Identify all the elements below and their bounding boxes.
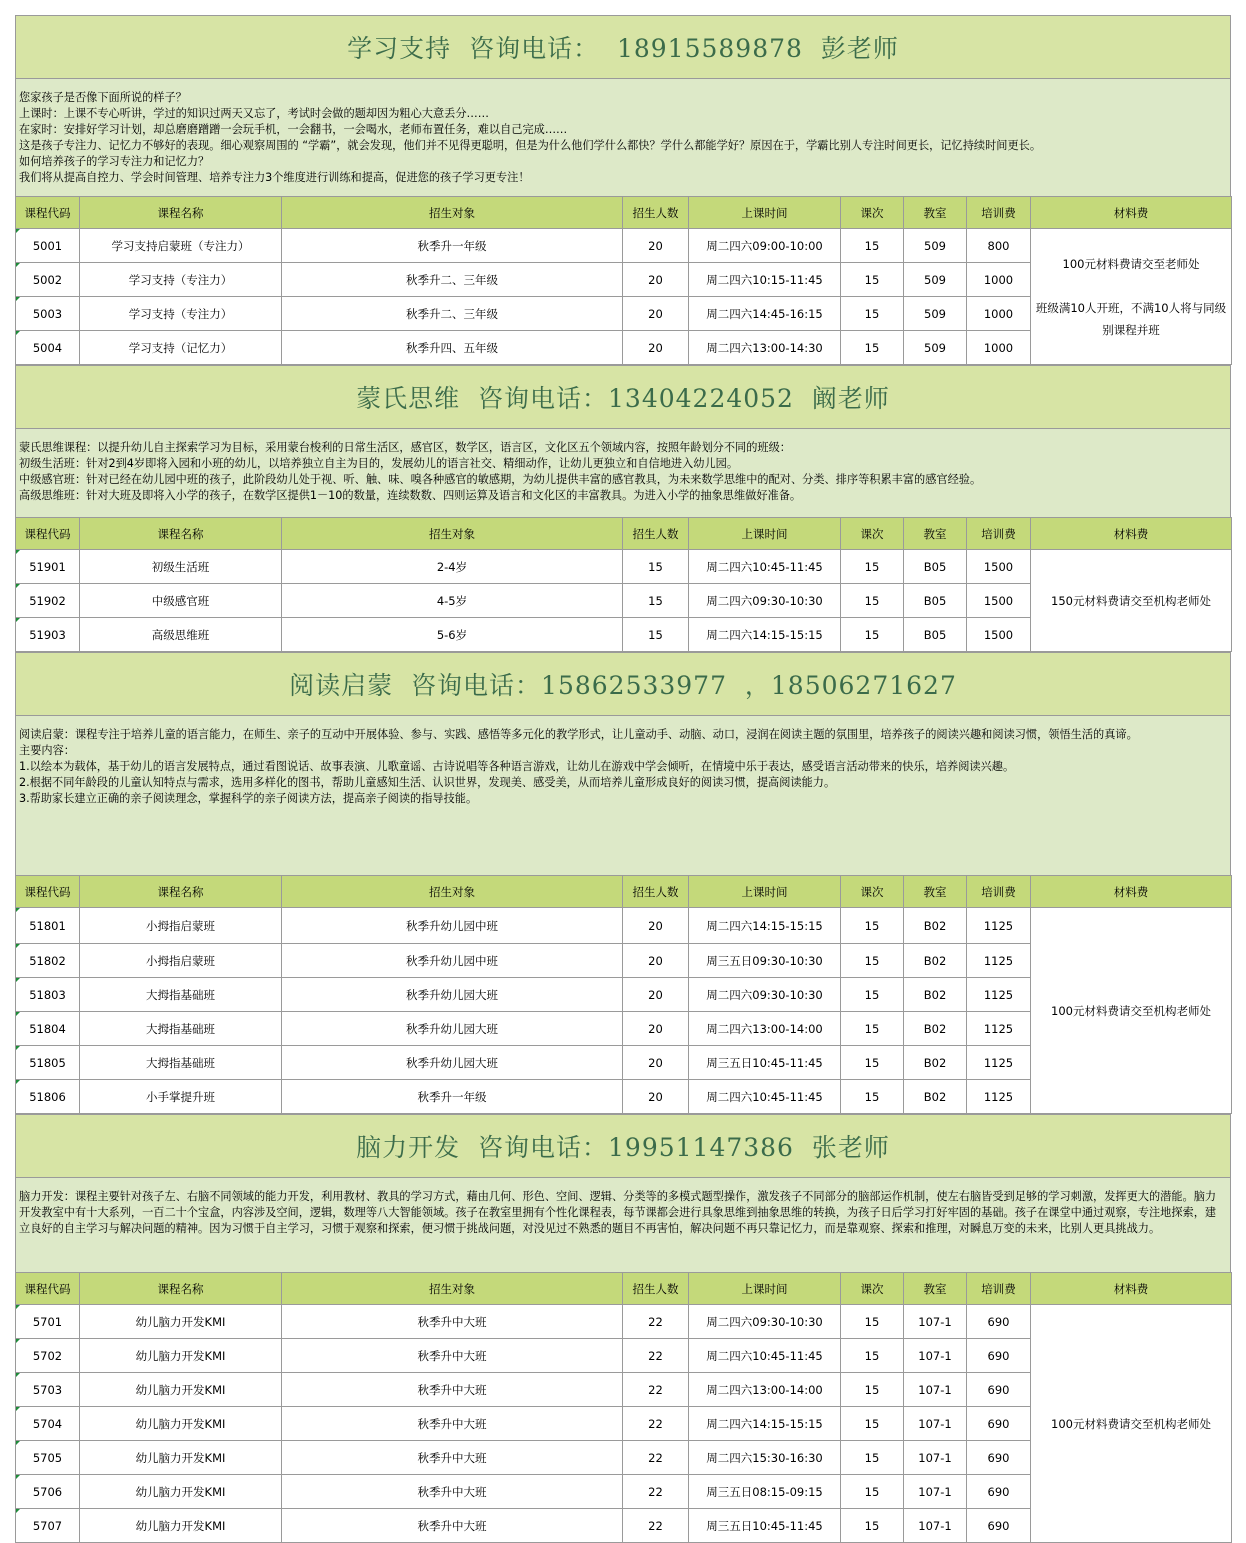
cell-target: 秋季升中大班 xyxy=(282,1373,623,1407)
column-header: 上课时间 xyxy=(689,197,841,229)
section-description xyxy=(15,428,1231,517)
cell-room: B02 xyxy=(904,978,967,1012)
cell-fee: 1000 xyxy=(967,263,1031,297)
cell-code: 5702 xyxy=(16,1339,80,1373)
description-line: 我们将从提高自控力、学会时间管理、培养专注力3个维度进行训练和提高，促进您的孩子学习更专注！ xyxy=(19,171,530,184)
cell-code: 51801 xyxy=(16,908,80,944)
cell-time: 周二四六09:00-10:00 xyxy=(689,229,841,263)
cell-fee: 1125 xyxy=(967,1080,1031,1114)
cell-time: 周二四六10:45-11:45 xyxy=(689,1080,841,1114)
cell-time: 周二四六13:00-14:00 xyxy=(689,1373,841,1407)
column-header: 课程名称 xyxy=(80,876,282,908)
cell-target: 4-5岁 xyxy=(282,584,623,618)
description-line: 在家时：安排好学习计划，却总磨磨蹭蹭一会玩手机，一会翻书，一会喝水，老师布置任务，难以自己完成…… xyxy=(19,123,568,136)
cell-sessions: 15 xyxy=(841,331,904,365)
cell-time: 周二四六09:30-10:30 xyxy=(689,1305,841,1339)
cell-time: 周二四六14:15-15:15 xyxy=(689,618,841,652)
cell-time: 周二四六10:15-11:45 xyxy=(689,263,841,297)
header-row xyxy=(16,876,1232,908)
cell-quota: 22 xyxy=(623,1407,689,1441)
table-row xyxy=(16,550,1232,584)
cell-name: 大拇指基础班 xyxy=(80,1046,282,1080)
table-row xyxy=(16,229,1232,263)
cell-fee: 1125 xyxy=(967,944,1031,978)
cell-target: 秋季升中大班 xyxy=(282,1475,623,1509)
cell-room: 107-1 xyxy=(904,1509,967,1543)
section-description xyxy=(15,78,1231,196)
column-header: 上课时间 xyxy=(689,1273,841,1305)
cell-sessions: 15 xyxy=(841,584,904,618)
course-sheet xyxy=(15,15,1231,1543)
description-line: 脑力开发：课程主要针对孩子左、右脑不同领域的能力开发，利用教材、教具的学习方式，藉由几何、形色、空间、逻辑、分类等的多模式题型操作，激发孩子不同部分的脑部运作机制，使左右脑皆受到足够的学习刺激，发挥更大的潜能。脑力开发教室中有十大系列，一百二十个宝盒，内容涉及空间，逻辑，数理等八大智能领域。孩子在教室里拥有个性化课程表，每节课都会进行具象思维到抽象思维的转换，为孩子日后学习打好牢固的基础。孩子在课堂中通过观察，专注地探索，建立良好的自主学习与解决问题的精神。因为习惯于自主学习，习惯于观察和探索，便习惯于挑战问题，对没见过不熟悉的题目不再害怕，解决问题不再只靠记忆力，而是靠观察、探索和推理，对瞬息万变的未来，比别人更具挑战力。 xyxy=(19,1190,1217,1235)
column-header: 课程名称 xyxy=(80,1273,282,1305)
cell-target: 秋季升幼儿园中班 xyxy=(282,944,623,978)
cell-sessions: 15 xyxy=(841,1407,904,1441)
column-header: 课程名称 xyxy=(80,518,282,550)
column-header: 招生对象 xyxy=(282,876,623,908)
column-header: 招生人数 xyxy=(623,518,689,550)
cell-sessions: 15 xyxy=(841,618,904,652)
cell-code: 51803 xyxy=(16,978,80,1012)
cell-quota: 20 xyxy=(623,1012,689,1046)
cell-code: 5705 xyxy=(16,1441,80,1475)
cell-target: 秋季升幼儿园大班 xyxy=(282,978,623,1012)
cell-fee: 1125 xyxy=(967,1046,1031,1080)
cell-quota: 15 xyxy=(623,584,689,618)
description-line: 2.根据不同年龄段的儿童认知特点与需求，选用多样化的图书，帮助儿童感知生活、认识世界，发现美、感受美，从而培养儿童形成良好的阅读习惯，提高阅读能力。 xyxy=(19,776,836,789)
cell-target: 5-6岁 xyxy=(282,618,623,652)
column-header: 课次 xyxy=(841,197,904,229)
cell-fee: 690 xyxy=(967,1305,1031,1339)
cell-quota: 22 xyxy=(623,1475,689,1509)
cell-room: B02 xyxy=(904,1080,967,1114)
description-line: 高级思维班：针对大班及即将入小学的孩子，在数学区提供1－10的数量，连续数数、四则运算及语言和文化区的丰富教具。为进入小学的抽象思维做好准备。 xyxy=(19,489,802,502)
cell-sessions: 15 xyxy=(841,1305,904,1339)
table-row xyxy=(16,908,1232,944)
cell-name: 幼儿脑力开发KMI xyxy=(80,1373,282,1407)
cell-code: 5004 xyxy=(16,331,80,365)
column-header: 培训费 xyxy=(967,518,1031,550)
cell-sessions: 15 xyxy=(841,1475,904,1509)
cell-name: 学习支持（专注力） xyxy=(80,297,282,331)
cell-room: 107-1 xyxy=(904,1407,967,1441)
cell-name: 幼儿脑力开发KMI xyxy=(80,1305,282,1339)
cell-name: 初级生活班 xyxy=(80,550,282,584)
course-table xyxy=(15,875,1232,1114)
column-header: 招生人数 xyxy=(623,876,689,908)
cell-fee: 1500 xyxy=(967,618,1031,652)
cell-room: 107-1 xyxy=(904,1475,967,1509)
cell-code: 5703 xyxy=(16,1373,80,1407)
cell-fee: 1500 xyxy=(967,550,1031,584)
cell-code: 51802 xyxy=(16,944,80,978)
cell-quota: 22 xyxy=(623,1509,689,1543)
column-header: 材料费 xyxy=(1031,876,1232,908)
cell-room: B05 xyxy=(904,550,967,584)
cell-quota: 22 xyxy=(623,1305,689,1339)
cell-time: 周二四六10:45-11:45 xyxy=(689,1339,841,1373)
course-table xyxy=(15,517,1232,652)
cell-quota: 20 xyxy=(623,297,689,331)
cell-time: 周二四六13:00-14:30 xyxy=(689,331,841,365)
column-header: 课程代码 xyxy=(16,518,80,550)
table-row xyxy=(16,1305,1232,1339)
column-header: 材料费 xyxy=(1031,1273,1232,1305)
cell-target: 秋季升中大班 xyxy=(282,1509,623,1543)
section-title: 学习支持 咨询电话： 18915589878 彭老师 xyxy=(15,15,1231,78)
description-line: 1.以绘本为载体，基于幼儿的语言发展特点，通过看图说话、故事表演、儿歌童谣、古诗说唱等各种语言游戏，让幼儿在游戏中学会倾听，在情境中乐于表达，感受语言活动带来的快乐，培养阅读兴趣。 xyxy=(19,760,1015,773)
cell-room: 509 xyxy=(904,263,967,297)
cell-name: 中级感官班 xyxy=(80,584,282,618)
column-header: 课次 xyxy=(841,518,904,550)
section-description xyxy=(15,715,1231,875)
cell-target: 秋季升二、三年级 xyxy=(282,263,623,297)
cell-room: 107-1 xyxy=(904,1373,967,1407)
cell-room: 509 xyxy=(904,297,967,331)
cell-name: 幼儿脑力开发KMI xyxy=(80,1475,282,1509)
cell-quota: 22 xyxy=(623,1339,689,1373)
cell-fee: 1500 xyxy=(967,584,1031,618)
cell-target: 秋季升中大班 xyxy=(282,1339,623,1373)
description-line: 3.帮助家长建立正确的亲子阅读理念，掌握科学的亲子阅读方法，提高亲子阅读的指导技能。 xyxy=(19,792,478,805)
cell-sessions: 15 xyxy=(841,908,904,944)
cell-code: 51805 xyxy=(16,1046,80,1080)
cell-quota: 20 xyxy=(623,331,689,365)
cell-fee: 690 xyxy=(967,1509,1031,1543)
cell-room: B05 xyxy=(904,584,967,618)
cell-target: 秋季升一年级 xyxy=(282,229,623,263)
column-header: 课程代码 xyxy=(16,876,80,908)
description-line: 如何培养孩子的学习专注力和记忆力？ xyxy=(19,155,210,168)
column-header: 上课时间 xyxy=(689,876,841,908)
cell-time: 周二四六14:15-15:15 xyxy=(689,1407,841,1441)
header-row xyxy=(16,197,1232,229)
cell-name: 幼儿脑力开发KMI xyxy=(80,1339,282,1373)
cell-room: B02 xyxy=(904,908,967,944)
cell-quota: 20 xyxy=(623,263,689,297)
cell-code: 5003 xyxy=(16,297,80,331)
cell-time: 周二四六14:45-16:15 xyxy=(689,297,841,331)
column-header: 材料费 xyxy=(1031,197,1232,229)
cell-time: 周二四六09:30-10:30 xyxy=(689,584,841,618)
cell-target: 2-4岁 xyxy=(282,550,623,584)
cell-time: 周三五日10:45-11:45 xyxy=(689,1509,841,1543)
cell-target: 秋季升中大班 xyxy=(282,1305,623,1339)
cell-room: B05 xyxy=(904,618,967,652)
column-header: 教室 xyxy=(904,197,967,229)
cell-target: 秋季升四、五年级 xyxy=(282,331,623,365)
cell-time: 周二四六14:15-15:15 xyxy=(689,908,841,944)
section-title: 阅读启蒙 咨询电话：15862533977 ，18506271627 xyxy=(15,652,1231,715)
description-line: 这是孩子专注力、记忆力不够好的表现。细心观察周围的 “学霸”，就会发现，他们并不见得更聪明，但是为什么他们学什么都快？学什么都能学好？原因在于，学霸比别人专注时间更长，记忆持续时间更长。 xyxy=(19,139,1042,152)
cell-name: 大拇指基础班 xyxy=(80,978,282,1012)
cell-target: 秋季升幼儿园大班 xyxy=(282,1012,623,1046)
column-header: 教室 xyxy=(904,1273,967,1305)
material-fee-note: 100元材料费请交至老师处 班级满10人开班，不满10人将与同级别课程并班 xyxy=(1031,229,1232,365)
cell-code: 5001 xyxy=(16,229,80,263)
cell-name: 小拇指启蒙班 xyxy=(80,944,282,978)
cell-quota: 20 xyxy=(623,1046,689,1080)
description-line: 您家孩子是否像下面所说的样子？ xyxy=(19,91,187,104)
cell-fee: 1125 xyxy=(967,908,1031,944)
cell-fee: 1125 xyxy=(967,1012,1031,1046)
cell-name: 学习支持（专注力） xyxy=(80,263,282,297)
material-fee-note: 100元材料费请交至机构老师处 xyxy=(1031,1305,1232,1543)
cell-name: 幼儿脑力开发KMI xyxy=(80,1441,282,1475)
cell-room: B02 xyxy=(904,944,967,978)
cell-sessions: 15 xyxy=(841,1046,904,1080)
cell-sessions: 15 xyxy=(841,1509,904,1543)
column-header: 招生人数 xyxy=(623,1273,689,1305)
description-line: 阅读启蒙：课程专注于培养儿童的语言能力，在师生、亲子的互动中开展体验、参与、实践、感悟等多元化的教学形式，让儿童动手、动脑、动口，浸润在阅读主题的氛围里，培养孩子的阅读兴趣和阅读习惯，领悟生活的真谛。 xyxy=(19,728,1138,741)
cell-code: 5707 xyxy=(16,1509,80,1543)
column-header: 培训费 xyxy=(967,1273,1031,1305)
cell-sessions: 15 xyxy=(841,944,904,978)
cell-time: 周二四六09:30-10:30 xyxy=(689,978,841,1012)
cell-code: 5002 xyxy=(16,263,80,297)
cell-sessions: 15 xyxy=(841,297,904,331)
cell-code: 51804 xyxy=(16,1012,80,1046)
cell-fee: 1125 xyxy=(967,978,1031,1012)
cell-sessions: 15 xyxy=(841,550,904,584)
cell-fee: 690 xyxy=(967,1373,1031,1407)
cell-fee: 690 xyxy=(967,1407,1031,1441)
course-table xyxy=(15,196,1232,365)
cell-code: 5704 xyxy=(16,1407,80,1441)
cell-time: 周二四六10:45-11:45 xyxy=(689,550,841,584)
cell-room: 107-1 xyxy=(904,1339,967,1373)
column-header: 招生对象 xyxy=(282,197,623,229)
cell-time: 周二四六13:00-14:00 xyxy=(689,1012,841,1046)
cell-time: 周三五日10:45-11:45 xyxy=(689,1046,841,1080)
cell-name: 幼儿脑力开发KMI xyxy=(80,1407,282,1441)
column-header: 课程代码 xyxy=(16,1273,80,1305)
cell-code: 51806 xyxy=(16,1080,80,1114)
description-line: 主要内容： xyxy=(19,744,75,757)
cell-sessions: 15 xyxy=(841,229,904,263)
cell-name: 小拇指启蒙班 xyxy=(80,908,282,944)
cell-target: 秋季升幼儿园大班 xyxy=(282,1046,623,1080)
cell-quota: 15 xyxy=(623,618,689,652)
column-header: 课次 xyxy=(841,1273,904,1305)
cell-sessions: 15 xyxy=(841,1441,904,1475)
description-line: 蒙氏思维课程：以提升幼儿自主探索学习为目标，采用蒙台梭利的日常生活区，感官区，数学区，语言区，文化区五个领域内容，按照年龄划分不同的班级： xyxy=(19,441,791,454)
column-header: 招生对象 xyxy=(282,1273,623,1305)
column-header: 课程名称 xyxy=(80,197,282,229)
cell-quota: 20 xyxy=(623,944,689,978)
column-header: 招生人数 xyxy=(623,197,689,229)
cell-quota: 20 xyxy=(623,1080,689,1114)
cell-quota: 20 xyxy=(623,978,689,1012)
cell-quota: 22 xyxy=(623,1441,689,1475)
cell-fee: 800 xyxy=(967,229,1031,263)
cell-target: 秋季升中大班 xyxy=(282,1441,623,1475)
cell-name: 学习支持（记忆力） xyxy=(80,331,282,365)
cell-name: 幼儿脑力开发KMI xyxy=(80,1509,282,1543)
section-title: 脑力开发 咨询电话：19951147386 张老师 xyxy=(15,1114,1231,1177)
cell-quota: 22 xyxy=(623,1373,689,1407)
cell-quota: 20 xyxy=(623,908,689,944)
description-line: 中级感官班：针对已经在幼儿园中班的孩子，此阶段幼儿处于视、听、触、味、嗅各种感官的敏感期，为幼儿提供丰富的感官教具，为未来数学思维中的配对、分类、排序等积累丰富的感官经验。 xyxy=(19,473,982,486)
cell-fee: 690 xyxy=(967,1475,1031,1509)
column-header: 教室 xyxy=(904,876,967,908)
column-header: 材料费 xyxy=(1031,518,1232,550)
cell-name: 大拇指基础班 xyxy=(80,1012,282,1046)
section-title: 蒙氏思维 咨询电话：13404224052 阚老师 xyxy=(15,365,1231,428)
cell-name: 小手掌提升班 xyxy=(80,1080,282,1114)
material-fee-note: 100元材料费请交至机构老师处 xyxy=(1031,908,1232,1114)
cell-room: 107-1 xyxy=(904,1441,967,1475)
cell-target: 秋季升一年级 xyxy=(282,1080,623,1114)
cell-quota: 15 xyxy=(623,550,689,584)
cell-target: 秋季升二、三年级 xyxy=(282,297,623,331)
course-table xyxy=(15,1272,1232,1543)
cell-sessions: 15 xyxy=(841,1012,904,1046)
cell-room: B02 xyxy=(904,1046,967,1080)
cell-code: 5706 xyxy=(16,1475,80,1509)
cell-fee: 690 xyxy=(967,1441,1031,1475)
column-header: 课次 xyxy=(841,876,904,908)
cell-code: 51902 xyxy=(16,584,80,618)
cell-code: 5701 xyxy=(16,1305,80,1339)
cell-room: 107-1 xyxy=(904,1305,967,1339)
cell-fee: 1000 xyxy=(967,297,1031,331)
section-description xyxy=(15,1177,1231,1272)
cell-sessions: 15 xyxy=(841,1080,904,1114)
cell-room: 509 xyxy=(904,331,967,365)
description-line: 初级生活班：针对2到4岁即将入园和小班的幼儿，以培养独立自主为目的，发展幼儿的语言社交、精细动作，让幼儿更独立和自信地进入幼儿园。 xyxy=(19,457,739,470)
cell-room: 509 xyxy=(904,229,967,263)
cell-sessions: 15 xyxy=(841,978,904,1012)
cell-target: 秋季升幼儿园中班 xyxy=(282,908,623,944)
material-fee-note: 150元材料费请交至机构老师处 xyxy=(1031,550,1232,652)
cell-sessions: 15 xyxy=(841,1373,904,1407)
column-header: 教室 xyxy=(904,518,967,550)
cell-target: 秋季升中大班 xyxy=(282,1407,623,1441)
cell-time: 周二四六15:30-16:30 xyxy=(689,1441,841,1475)
cell-code: 51901 xyxy=(16,550,80,584)
header-row xyxy=(16,1273,1232,1305)
cell-sessions: 15 xyxy=(841,1339,904,1373)
header-row xyxy=(16,518,1232,550)
cell-sessions: 15 xyxy=(841,263,904,297)
cell-room: B02 xyxy=(904,1012,967,1046)
cell-quota: 20 xyxy=(623,229,689,263)
cell-fee: 690 xyxy=(967,1339,1031,1373)
cell-name: 高级思维班 xyxy=(80,618,282,652)
cell-fee: 1000 xyxy=(967,331,1031,365)
description-line: 上课时：上课不专心听讲，学过的知识过两天又忘了，考试时会做的题却因为粗心大意丢分…… xyxy=(19,107,489,120)
column-header: 培训费 xyxy=(967,876,1031,908)
column-header: 课程代码 xyxy=(16,197,80,229)
cell-time: 周三五日08:15-09:15 xyxy=(689,1475,841,1509)
column-header: 上课时间 xyxy=(689,518,841,550)
cell-time: 周三五日09:30-10:30 xyxy=(689,944,841,978)
column-header: 培训费 xyxy=(967,197,1031,229)
column-header: 招生对象 xyxy=(282,518,623,550)
cell-name: 学习支持启蒙班（专注力） xyxy=(80,229,282,263)
cell-code: 51903 xyxy=(16,618,80,652)
